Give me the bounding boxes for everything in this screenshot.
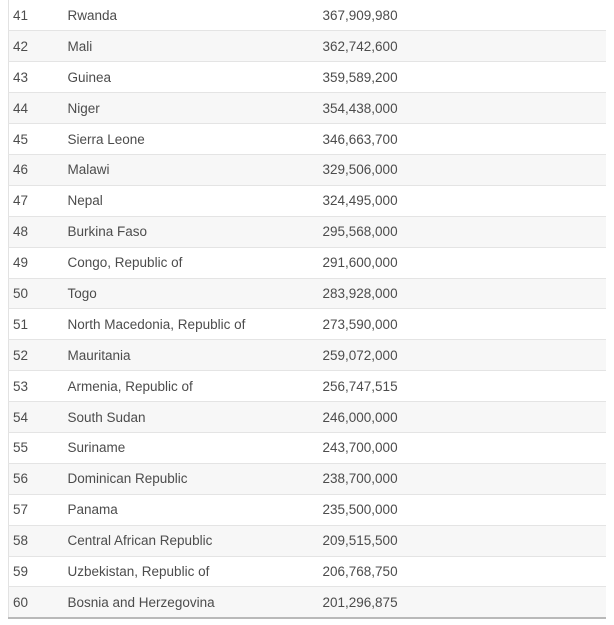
cell-value: 209,515,500 bbox=[319, 525, 606, 556]
country-ranking-table bbox=[8, 0, 606, 619]
table-row bbox=[9, 124, 606, 155]
cell-rank: 59 bbox=[9, 556, 64, 587]
cell-rank: 45 bbox=[9, 124, 64, 155]
cell-country: Armenia, Republic of bbox=[64, 371, 319, 402]
cell-country: South Sudan bbox=[64, 402, 319, 433]
table-row bbox=[9, 31, 606, 62]
cell-value: 238,700,000 bbox=[319, 463, 606, 494]
cell-rank: 60 bbox=[9, 587, 64, 618]
cell-value: 273,590,000 bbox=[319, 309, 606, 340]
cell-rank: 41 bbox=[9, 0, 64, 31]
cell-rank: 42 bbox=[9, 31, 64, 62]
cell-rank: 56 bbox=[9, 463, 64, 494]
cell-country: Central African Republic bbox=[64, 525, 319, 556]
cell-country: Mauritania bbox=[64, 340, 319, 371]
cell-rank: 46 bbox=[9, 154, 64, 185]
table-row bbox=[9, 525, 606, 556]
cell-value: 295,568,000 bbox=[319, 216, 606, 247]
table-row bbox=[9, 154, 606, 185]
cell-value: 243,700,000 bbox=[319, 432, 606, 463]
cell-value: 256,747,515 bbox=[319, 371, 606, 402]
cell-value: 362,742,600 bbox=[319, 31, 606, 62]
cell-country: Dominican Republic bbox=[64, 463, 319, 494]
cell-rank: 48 bbox=[9, 216, 64, 247]
country-ranking-section bbox=[8, 0, 605, 619]
cell-rank: 58 bbox=[9, 525, 64, 556]
cell-value: 324,495,000 bbox=[319, 185, 606, 216]
cell-value: 367,909,980 bbox=[319, 0, 606, 31]
cell-rank: 43 bbox=[9, 62, 64, 93]
cell-value: 201,296,875 bbox=[319, 587, 606, 618]
table-row bbox=[9, 185, 606, 216]
table-row bbox=[9, 0, 606, 31]
table-row bbox=[9, 309, 606, 340]
cell-country: Bosnia and Herzegovina bbox=[64, 587, 319, 618]
table-row bbox=[9, 587, 606, 618]
cell-country: Mali bbox=[64, 31, 319, 62]
cell-country: Uzbekistan, Republic of bbox=[64, 556, 319, 587]
cell-rank: 53 bbox=[9, 371, 64, 402]
cell-rank: 47 bbox=[9, 185, 64, 216]
cell-value: 235,500,000 bbox=[319, 494, 606, 525]
cell-rank: 54 bbox=[9, 402, 64, 433]
cell-rank: 44 bbox=[9, 93, 64, 124]
table-row bbox=[9, 432, 606, 463]
cell-rank: 57 bbox=[9, 494, 64, 525]
cell-value: 206,768,750 bbox=[319, 556, 606, 587]
cell-country: Guinea bbox=[64, 62, 319, 93]
table-row bbox=[9, 371, 606, 402]
table-row bbox=[9, 216, 606, 247]
cell-country: North Macedonia, Republic of bbox=[64, 309, 319, 340]
cell-value: 259,072,000 bbox=[319, 340, 606, 371]
cell-country: Burkina Faso bbox=[64, 216, 319, 247]
cell-country: Niger bbox=[64, 93, 319, 124]
cell-value: 246,000,000 bbox=[319, 402, 606, 433]
table-row bbox=[9, 62, 606, 93]
table-row bbox=[9, 556, 606, 587]
cell-value: 354,438,000 bbox=[319, 93, 606, 124]
cell-rank: 50 bbox=[9, 278, 64, 309]
table-row bbox=[9, 402, 606, 433]
cell-country: Togo bbox=[64, 278, 319, 309]
cell-value: 346,663,700 bbox=[319, 124, 606, 155]
cell-value: 329,506,000 bbox=[319, 154, 606, 185]
cell-rank: 55 bbox=[9, 432, 64, 463]
cell-country: Panama bbox=[64, 494, 319, 525]
cell-value: 359,589,200 bbox=[319, 62, 606, 93]
cell-country: Nepal bbox=[64, 185, 319, 216]
table-row bbox=[9, 278, 606, 309]
table-row bbox=[9, 247, 606, 278]
cell-country: Rwanda bbox=[64, 0, 319, 31]
table-row bbox=[9, 93, 606, 124]
cell-rank: 49 bbox=[9, 247, 64, 278]
cell-value: 283,928,000 bbox=[319, 278, 606, 309]
table-row bbox=[9, 463, 606, 494]
table-row bbox=[9, 340, 606, 371]
cell-country: Suriname bbox=[64, 432, 319, 463]
table-row bbox=[9, 494, 606, 525]
cell-country: Congo, Republic of bbox=[64, 247, 319, 278]
cell-rank: 51 bbox=[9, 309, 64, 340]
cell-country: Sierra Leone bbox=[64, 124, 319, 155]
cell-rank: 52 bbox=[9, 340, 64, 371]
cell-country: Malawi bbox=[64, 154, 319, 185]
table-body bbox=[9, 0, 606, 618]
cell-value: 291,600,000 bbox=[319, 247, 606, 278]
